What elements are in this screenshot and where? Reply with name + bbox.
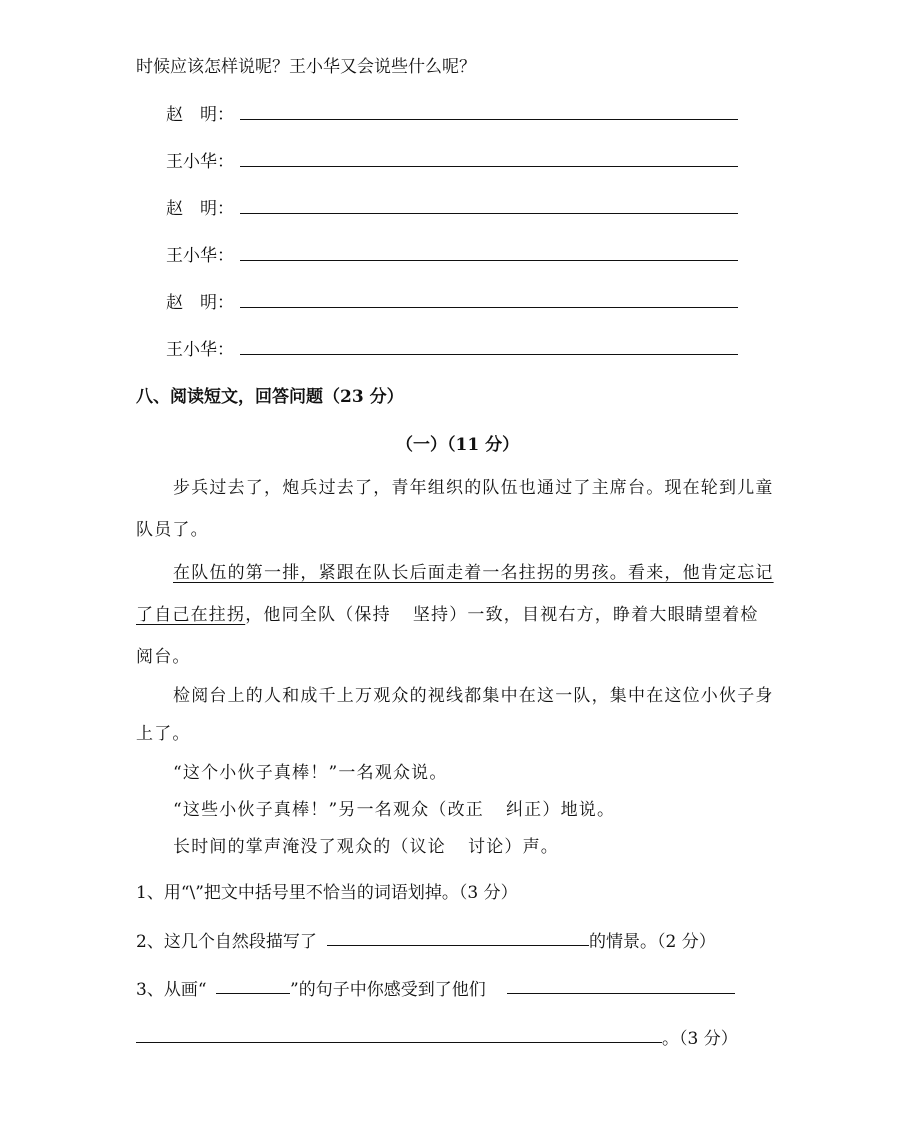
speaker-label: 赵 明： bbox=[166, 199, 234, 219]
question-3-mark-line[interactable] bbox=[216, 993, 290, 994]
question-2-start: 2、这几个自然段描写了 bbox=[136, 932, 317, 952]
speaker-label: 王小华： bbox=[166, 246, 234, 266]
question-3-middle: ”的句子中你感受到了他们 bbox=[290, 980, 486, 1000]
speaker-label: 赵 明： bbox=[166, 293, 234, 313]
passage-text: “这些小伙子真棒！”另一名观众（改正 bbox=[173, 800, 484, 820]
passage-text: 讨论）声。 bbox=[468, 837, 559, 857]
passage-line bbox=[173, 795, 615, 820]
question-2-answer-line[interactable] bbox=[327, 945, 589, 946]
answer-line[interactable] bbox=[240, 260, 738, 261]
passage-line: 检阅台上的人和成千上万观众的视线都集中在这一队，集中在这位小伙子身 bbox=[173, 686, 774, 706]
passage-text: 纠正）地说。 bbox=[505, 800, 616, 820]
question-3-answer-line-2[interactable] bbox=[136, 1042, 662, 1043]
passage-line: 步兵过去了，炮兵过去了，青年组织的队伍也通过了主席台。现在轮到儿童 bbox=[173, 478, 774, 498]
intro-text: 时候应该怎样说呢？王小华又会说些什么呢？ bbox=[136, 57, 476, 77]
section-heading: 八、阅读短文，回答问题（23 分） bbox=[136, 387, 404, 407]
answer-line[interactable] bbox=[240, 354, 738, 355]
answer-line[interactable] bbox=[240, 307, 738, 308]
passage-line: 队员了。 bbox=[136, 520, 209, 540]
underlined-sentence-end: 了自己在拄拐 bbox=[136, 605, 246, 625]
question-1: 1、用“\”把文中括号里不恰当的词语划掉。（3 分） bbox=[136, 883, 518, 903]
passage-line bbox=[136, 600, 759, 625]
speaker-label: 王小华： bbox=[166, 152, 234, 172]
underlined-sentence: 在队伍的第一排，紧跟在队长后面走着一名拄拐的男孩。看来，他肯定忘记 bbox=[173, 563, 774, 583]
question-2-end: 的情景。（2 分） bbox=[589, 932, 716, 952]
passage-line: “这个小伙子真棒！”一名观众说。 bbox=[173, 763, 448, 783]
passage-text: 长时间的掌声淹没了观众的（议论 bbox=[173, 837, 446, 857]
answer-line[interactable] bbox=[240, 119, 738, 120]
passage-text: 坚持）一致，目视右方，睁着大眼睛望着检 bbox=[412, 605, 759, 625]
passage-line: 上了。 bbox=[136, 724, 191, 744]
passage-text: ，他同全队（保持 bbox=[245, 605, 391, 625]
question-3-end: 。（3 分） bbox=[662, 1029, 738, 1049]
speaker-label: 赵 明： bbox=[166, 105, 234, 125]
answer-line[interactable] bbox=[240, 166, 738, 167]
question-3-answer-line[interactable] bbox=[507, 993, 735, 994]
passage-line bbox=[173, 832, 559, 857]
answer-line[interactable] bbox=[240, 213, 738, 214]
passage-line: 阅台。 bbox=[136, 647, 191, 667]
section-subheading: （一）（11 分） bbox=[396, 435, 520, 455]
speaker-label: 王小华： bbox=[166, 340, 234, 360]
question-3-start: 3、从画“ bbox=[136, 980, 207, 1000]
